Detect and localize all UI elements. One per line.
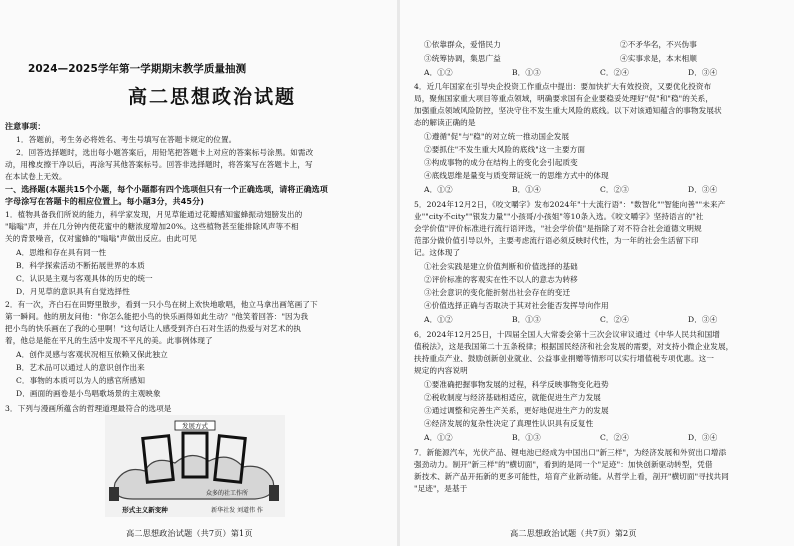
building-left: [109, 487, 119, 501]
question-4-answer: D．③④: [688, 185, 718, 194]
question-2-option: D．画面的画卷是小鸟唱歌场景的主观映象: [16, 389, 161, 398]
question-6-answer: D．③④: [688, 433, 718, 442]
question-5-stem: 会学价值"评价标准进行流行语评选，"社会学价值"是指除了对不符合社会道德文明规: [414, 224, 702, 233]
question-4-answer: B．①④: [512, 185, 541, 194]
question-7-stem: 7．新能源汽车，光伏产品、锂电池已经成为中国出口"新三样"，为经济发展和外贸出口增添: [414, 448, 727, 457]
question-6-answer: A．①②: [424, 433, 453, 442]
question-6-stem: 6．2024年12月25日，十四届全国人大常委会第十三次会议审议通过《中华人民共和国增: [414, 330, 720, 339]
cartoon-illustration: [105, 415, 285, 517]
question-3-option: ①依靠群众，爱惜民力: [424, 40, 501, 49]
question-3-option: ③统筹协调，集思广益: [424, 54, 501, 63]
question-5-answer: B．①③: [512, 315, 541, 324]
cartoon-center-label: 众多的社工作所: [205, 490, 249, 497]
question-5-stem: 范部分做价值引导以外，主要考虑流行语必须反映时代性，为一年的社会生活留下印: [414, 236, 699, 245]
exam-header: 2024—2025学年第一学期期末教学质量抽测: [28, 63, 247, 75]
question-2-stem: 把小鸟的快乐画在了我的心里啊！"这句话让人感受到齐白石对生活的热爱与对艺术的执: [5, 324, 301, 333]
question-4-option: ①遵循"促"与"稳"的对立统一推动国企发展: [424, 132, 570, 141]
question-4-answer: A．①②: [424, 185, 453, 194]
question-4-option: ②要抓住"不发生重大风险的底线"这一主要方面: [424, 145, 586, 154]
question-5-stem: 5．2024年12月2日，《咬文嚼字》发布2024年"十大流行语"："数智化""智能向善""未来产: [414, 200, 726, 209]
question-5-stem: 业""city不city""银发力量""小孩哥/小孩姐"等10条入选。《咬文嚼字》坚持语言的"社: [414, 212, 704, 221]
question-6-stem: 值税法》，这是我国第二十五条税律；根据国民经济和社会发展的需要，对支持小微企业发展，: [414, 342, 734, 351]
building-right: [269, 485, 279, 501]
question-3-answer: D．③④: [688, 68, 718, 77]
cartoon-caption: 形式主义新变种: [122, 506, 168, 514]
question-4-answer: C．②③: [600, 185, 629, 194]
question-1-option: D．月见草的意识具有自觉选择性: [16, 287, 130, 296]
question-7-stem: 新技术、新产品开拓新的更多可能性，培育产业新动能。从哲学上看，剖开"横切面"寻找共同: [414, 472, 729, 481]
notice-line: 在本试卷上无效。: [5, 172, 67, 181]
question-6-stem: 规定的内容说明: [414, 366, 468, 375]
question-4-stem: 加强重点领域风险防控，坚决守住不发生重大风险的底线。以下对该通知蕴含的事物发展状: [414, 106, 722, 115]
question-3-option: ②不矛华名，不兴伪事: [620, 40, 697, 49]
question-2-stem: 第一瞬间。他的朋友问他："你怎么能把小鸟的快乐画得如此生动？"他笑着回答："因为我: [5, 312, 309, 321]
question-2-stem: 2．有一次，齐白石在田野里散步，看到一只小鸟在树上欢快地歌唱，他立马拿出画笔画了下: [5, 300, 318, 309]
question-4-stem: 4．近几年国家在引导央企投资工作重点中提出：要加快扩大有效投资，又要优化投资布: [414, 82, 712, 91]
question-5-answer: D．③④: [688, 315, 718, 324]
question-3-answer: A．①②: [424, 68, 453, 77]
question-2-option: A．创作灵感与客观状况相互依赖又保此独立: [16, 350, 168, 359]
question-5-option: ④价值选择正确与否取决于其对社会能否发挥导向作用: [424, 301, 609, 310]
question-3-option: ④实事求是，本末相顺: [620, 54, 697, 63]
notice-line: 2．回答选择题时，选出每小题答案后，用铅笔把答题卡上对应的答案标号涂黑。如需改: [16, 148, 314, 157]
notice-line: 1．答题前，考生务必将姓名、考生号填写在答题卡规定的位置。: [16, 135, 237, 144]
question-2-stem: 着，他总是能在平凡的生活中发现不平凡的美。此事例体现了: [5, 336, 213, 345]
question-1-stem: "嗡嗡"声，并在几分钟内使花蜜中的糖浓度增加20%。这些植物甚至能排除风声等不相: [5, 222, 299, 231]
question-6-answer: C．②④: [600, 433, 629, 442]
question-6-answer: B．①③: [512, 433, 541, 442]
question-5-option: ②评价标准的客观实在性不以人的意志为转移: [424, 275, 578, 284]
question-4-option: ④底线思维是量变与质变辩证统一的思维方式中的体现: [424, 171, 609, 180]
section-heading: 字母涂写在答题卡的相应位置上。每小题3分，共45分): [5, 197, 204, 206]
question-4-stem: 态的解读正确的是: [414, 118, 476, 127]
sign-text: 发展方式: [182, 422, 208, 430]
question-2-option: B．艺术品可以通过人的意识创作出来: [16, 363, 145, 372]
notice-line: 动，用橡皮擦干净以后，再涂写其他答案标号。回答非选择题时，将答案写在答题卡上，写: [5, 160, 313, 169]
question-6-option: ②税收制度与经济基础相适应，就能促进生产力发展: [424, 393, 601, 402]
exam-title: 高二思想政治试题: [128, 86, 297, 108]
question-5-option: ③社会意识的变化能折射出社会存在的变迁: [424, 288, 571, 297]
question-2-option: C．事物的本质可以为人的感官所感知: [16, 376, 146, 385]
question-7-stem: "足迹"，是基于: [414, 484, 468, 493]
question-7-stem: 强劲动力。制开"新三样"的"横切面"，看到的是同一个"足迹"：加快创新驱动转型，凭借: [414, 460, 713, 469]
question-5-answer: A．①②: [424, 315, 453, 324]
page-footer: 高二思想政治试题（共7页）第1页: [126, 528, 253, 538]
question-6-stem: 扶持重点产业、鼓励创新创业就业、公益事业捐赠等情形可以实行增值税专项优惠。这一: [414, 354, 715, 363]
question-5-stem: 记。这体现了: [414, 248, 461, 257]
question-6-option: ③通过调整和完善生产关系，更好地促进生产力的发展: [424, 406, 609, 415]
notice-heading: 注意事项：: [5, 122, 46, 131]
question-1-option: C．认识是主观与客观具体的历史的统一: [16, 274, 153, 283]
question-1-option: A．思维和存在具有同一性: [16, 248, 107, 257]
question-4-option: ③构成事物的成分在结构上的变化会引起质变: [424, 158, 578, 167]
question-3-answer: C．②④: [600, 68, 629, 77]
question-5-option: ①社会实践是建立价值判断和价值选择的基础: [424, 262, 578, 271]
question-4-stem: 局，聚焦国家重大项目等重点领域，明确要求国有企业要稳妥处理好"促"和"稳"的关系，: [414, 94, 714, 103]
page-footer: 高二思想政治试题（共7页）第2页: [510, 528, 637, 538]
question-1-stem: 1．植物具备我们所说的能力，科学家发现，月见草能通过花瓣感知蜜蜂振动翅膀发出的: [5, 210, 303, 219]
section-heading: 一、选择题(本题共15个小题，每个小题都有四个选项但只有一个正确选项，请将正确选项: [5, 185, 328, 194]
question-3-answer: B．①③: [512, 68, 541, 77]
question-6-option: ①要准确把握事物发展的过程，科学反映事物变化趋势: [424, 380, 609, 389]
question-1-option: B．科学探索活动不断拓展世界的本质: [16, 261, 145, 270]
question-1-stem: 关的背景噪音，仅对蜜蜂的"嗡嗡"声做出反应。由此可见: [5, 234, 197, 243]
question-3-stem: 3．下列与漫画所蕴含的哲理道理最符合的选项是: [5, 404, 172, 413]
page-2: [400, 0, 794, 546]
cartoon-credit: 新华社发 刘道伟 作: [211, 507, 263, 514]
question-6-option: ④经济发展的复杂性决定了真理性认识具有反复性: [424, 419, 594, 428]
question-5-answer: C．②④: [600, 315, 629, 324]
